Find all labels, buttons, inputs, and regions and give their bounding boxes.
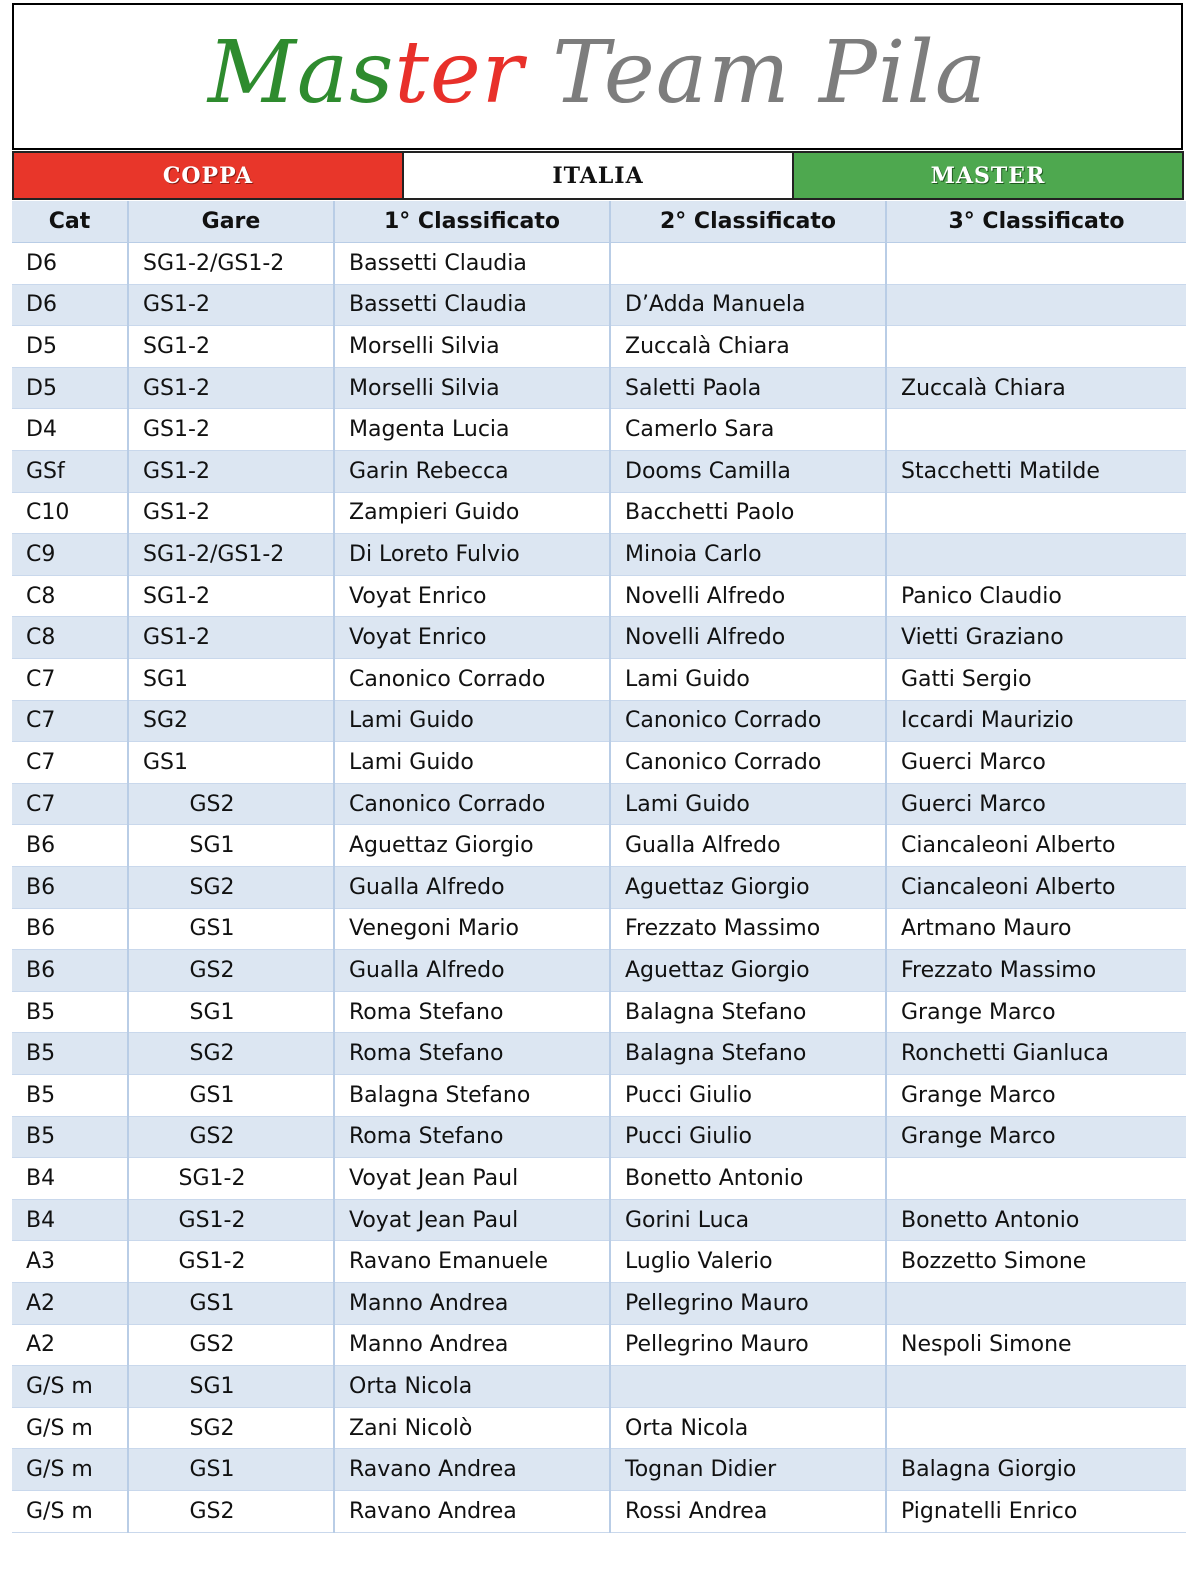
cell-third	[886, 284, 1186, 326]
cell-cat: B6	[12, 825, 128, 867]
cell-cat: C8	[12, 617, 128, 659]
tricolor-banner	[12, 151, 1184, 200]
cell-gare: SG2	[128, 700, 334, 742]
table-row	[12, 534, 1186, 576]
cell-second: Camerlo Sara	[610, 409, 886, 451]
cell-first: Magenta Lucia	[334, 409, 610, 451]
cell-gare: GS1-2	[128, 284, 334, 326]
cell-second: Tognan Didier	[610, 1449, 886, 1491]
cell-cat: G/S m	[12, 1490, 128, 1532]
table-row	[12, 1241, 1186, 1283]
cell-first: Di Loreto Fulvio	[334, 534, 610, 576]
cell-second	[610, 243, 886, 285]
table-body	[12, 243, 1186, 1532]
cell-cat: A2	[12, 1282, 128, 1324]
cell-second: Minoia Carlo	[610, 534, 886, 576]
cell-second: Aguettaz Giorgio	[610, 867, 886, 909]
table-row	[12, 700, 1186, 742]
cell-third: Ronchetti Gianluca	[886, 1033, 1186, 1075]
cell-third: Zuccalà Chiara	[886, 367, 1186, 409]
banner-coppa: COPPA	[12, 151, 404, 200]
cell-gare: GS1	[128, 1449, 334, 1491]
table-row	[12, 243, 1186, 285]
table-row	[12, 825, 1186, 867]
results-table	[12, 201, 1186, 1533]
cell-cat: B6	[12, 908, 128, 950]
cell-third	[886, 326, 1186, 368]
cell-cat: C9	[12, 534, 128, 576]
cell-first: Orta Nicola	[334, 1366, 610, 1408]
title-part-gray: Team Pila	[552, 22, 988, 123]
cell-first: Gualla Alfredo	[334, 867, 610, 909]
cell-gare: GS2	[128, 950, 334, 992]
cell-second: Lami Guido	[610, 783, 886, 825]
title-part-green: Mas	[207, 22, 395, 123]
cell-third: Guerci Marco	[886, 783, 1186, 825]
cell-second: Lami Guido	[610, 659, 886, 701]
table-row	[12, 1199, 1186, 1241]
header-cat: Cat	[12, 201, 128, 243]
cell-gare: SG2	[128, 1033, 334, 1075]
cell-third	[886, 409, 1186, 451]
cell-cat: B5	[12, 1116, 128, 1158]
cell-first: Zani Nicolò	[334, 1407, 610, 1449]
cell-cat: B5	[12, 991, 128, 1033]
cell-cat: C7	[12, 742, 128, 784]
header-gare: Gare	[128, 201, 334, 243]
cell-third: Bozzetto Simone	[886, 1241, 1186, 1283]
cell-cat: C7	[12, 783, 128, 825]
cell-first: Lami Guido	[334, 700, 610, 742]
cell-second: Zuccalà Chiara	[610, 326, 886, 368]
cell-gare: SG1-2	[128, 326, 334, 368]
cell-third	[886, 1366, 1186, 1408]
page-title	[207, 22, 988, 123]
cell-gare: GS1	[128, 742, 334, 784]
cell-second: Pellegrino Mauro	[610, 1324, 886, 1366]
cell-gare: GS1-2	[128, 617, 334, 659]
table-row	[12, 742, 1186, 784]
cell-first: Morselli Silvia	[334, 367, 610, 409]
cell-gare: GS1	[128, 1282, 334, 1324]
cell-cat: B5	[12, 1074, 128, 1116]
cell-second: Frezzato Massimo	[610, 908, 886, 950]
cell-gare: SG1-2	[128, 575, 334, 617]
cell-second: Canonico Corrado	[610, 700, 886, 742]
cell-third: Stacchetti Matilde	[886, 451, 1186, 493]
cell-second: Balagna Stefano	[610, 991, 886, 1033]
cell-gare: GS1-2	[128, 492, 334, 534]
table-row	[12, 492, 1186, 534]
cell-first: Lami Guido	[334, 742, 610, 784]
cell-cat: D4	[12, 409, 128, 451]
cell-third: Nespoli Simone	[886, 1324, 1186, 1366]
cell-cat: D5	[12, 367, 128, 409]
table-header-row	[12, 201, 1186, 243]
cell-cat: G/S m	[12, 1407, 128, 1449]
cell-cat: B6	[12, 950, 128, 992]
cell-cat: B5	[12, 1033, 128, 1075]
cell-first: Roma Stefano	[334, 1116, 610, 1158]
cell-first: Voyat Jean Paul	[334, 1199, 610, 1241]
cell-cat: GSf	[12, 451, 128, 493]
cell-cat: B6	[12, 867, 128, 909]
cell-first: Bassetti Claudia	[334, 243, 610, 285]
cell-first: Manno Andrea	[334, 1324, 610, 1366]
cell-first: Venegoni Mario	[334, 908, 610, 950]
cell-cat: G/S m	[12, 1449, 128, 1491]
cell-first: Roma Stefano	[334, 1033, 610, 1075]
cell-cat: D6	[12, 243, 128, 285]
cell-gare: GS1	[128, 1074, 334, 1116]
table-row	[12, 1282, 1186, 1324]
header-third: 3° Classificato	[886, 201, 1186, 243]
cell-gare: GS1-2	[128, 367, 334, 409]
table-row	[12, 1366, 1186, 1408]
cell-third	[886, 1282, 1186, 1324]
cell-cat: C7	[12, 659, 128, 701]
banner-master: MASTER	[792, 151, 1184, 200]
cell-third	[886, 243, 1186, 285]
cell-third: Ciancaleoni Alberto	[886, 867, 1186, 909]
cell-first: Ravano Andrea	[334, 1490, 610, 1532]
header-first: 1° Classificato	[334, 201, 610, 243]
cell-third: Guerci Marco	[886, 742, 1186, 784]
cell-second: Novelli Alfredo	[610, 575, 886, 617]
cell-first: Voyat Enrico	[334, 617, 610, 659]
table-row	[12, 1116, 1186, 1158]
cell-third: Grange Marco	[886, 991, 1186, 1033]
cell-second: Luglio Valerio	[610, 1241, 886, 1283]
cell-cat: A2	[12, 1324, 128, 1366]
cell-first: Garin Rebecca	[334, 451, 610, 493]
cell-third: Bonetto Antonio	[886, 1199, 1186, 1241]
cell-gare: SG1-2	[128, 1158, 334, 1200]
cell-second: Orta Nicola	[610, 1407, 886, 1449]
table-row	[12, 575, 1186, 617]
cell-first: Voyat Enrico	[334, 575, 610, 617]
cell-first: Manno Andrea	[334, 1282, 610, 1324]
table-row	[12, 867, 1186, 909]
cell-gare: GS1-2	[128, 1241, 334, 1283]
cell-second: Balagna Stefano	[610, 1033, 886, 1075]
cell-third	[886, 492, 1186, 534]
cell-third: Frezzato Massimo	[886, 950, 1186, 992]
cell-gare: GS1-2	[128, 1199, 334, 1241]
cell-gare: GS2	[128, 1324, 334, 1366]
table-row	[12, 1324, 1186, 1366]
cell-cat: A3	[12, 1241, 128, 1283]
cell-gare: SG1	[128, 825, 334, 867]
cell-gare: GS2	[128, 783, 334, 825]
cell-second: Aguettaz Giorgio	[610, 950, 886, 992]
cell-third: Ciancaleoni Alberto	[886, 825, 1186, 867]
cell-third: Pignatelli Enrico	[886, 1490, 1186, 1532]
cell-first: Voyat Jean Paul	[334, 1158, 610, 1200]
cell-cat: G/S m	[12, 1366, 128, 1408]
cell-second: Bonetto Antonio	[610, 1158, 886, 1200]
cell-cat: C8	[12, 575, 128, 617]
cell-gare: SG2	[128, 1407, 334, 1449]
cell-third: Artmano Mauro	[886, 908, 1186, 950]
cell-first: Roma Stefano	[334, 991, 610, 1033]
table-row	[12, 617, 1186, 659]
table-row	[12, 367, 1186, 409]
cell-gare: SG1-2/GS1-2	[128, 243, 334, 285]
cell-second: Bacchetti Paolo	[610, 492, 886, 534]
cell-third: Balagna Giorgio	[886, 1449, 1186, 1491]
cell-second: Gualla Alfredo	[610, 825, 886, 867]
cell-cat: B4	[12, 1158, 128, 1200]
table-row	[12, 1449, 1186, 1491]
cell-cat: C7	[12, 700, 128, 742]
cell-first: Balagna Stefano	[334, 1074, 610, 1116]
cell-second: Rossi Andrea	[610, 1490, 886, 1532]
title-part-red: ter	[394, 22, 524, 123]
cell-second: Gorini Luca	[610, 1199, 886, 1241]
header-second: 2° Classificato	[610, 201, 886, 243]
cell-third: Iccardi Maurizio	[886, 700, 1186, 742]
cell-second: D’Adda Manuela	[610, 284, 886, 326]
cell-cat: B4	[12, 1199, 128, 1241]
cell-second: Pucci Giulio	[610, 1116, 886, 1158]
table-row	[12, 451, 1186, 493]
table-row	[12, 908, 1186, 950]
cell-gare: SG1	[128, 1366, 334, 1408]
cell-third	[886, 534, 1186, 576]
cell-first: Zampieri Guido	[334, 492, 610, 534]
cell-first: Canonico Corrado	[334, 659, 610, 701]
cell-gare: SG1	[128, 659, 334, 701]
cell-gare: GS1-2	[128, 451, 334, 493]
table-row	[12, 1074, 1186, 1116]
cell-gare: SG1	[128, 991, 334, 1033]
cell-second	[610, 1366, 886, 1408]
cell-third	[886, 1407, 1186, 1449]
table-row	[12, 783, 1186, 825]
cell-gare: GS2	[128, 1116, 334, 1158]
cell-third: Vietti Graziano	[886, 617, 1186, 659]
cell-first: Ravano Emanuele	[334, 1241, 610, 1283]
cell-first: Canonico Corrado	[334, 783, 610, 825]
title-box	[12, 3, 1183, 150]
table-row	[12, 1407, 1186, 1449]
cell-third: Grange Marco	[886, 1074, 1186, 1116]
cell-second: Pucci Giulio	[610, 1074, 886, 1116]
cell-first: Aguettaz Giorgio	[334, 825, 610, 867]
cell-second: Canonico Corrado	[610, 742, 886, 784]
cell-gare: GS1	[128, 908, 334, 950]
banner-italia: ITALIA	[404, 151, 792, 200]
cell-cat: D5	[12, 326, 128, 368]
table-row	[12, 1158, 1186, 1200]
cell-gare: GS1-2	[128, 409, 334, 451]
table-row	[12, 950, 1186, 992]
cell-gare: GS2	[128, 1490, 334, 1532]
table-row	[12, 326, 1186, 368]
cell-gare: SG2	[128, 867, 334, 909]
cell-first: Ravano Andrea	[334, 1449, 610, 1491]
cell-first: Gualla Alfredo	[334, 950, 610, 992]
cell-third	[886, 1158, 1186, 1200]
table-row	[12, 409, 1186, 451]
table-row	[12, 1033, 1186, 1075]
cell-gare: SG1-2/GS1-2	[128, 534, 334, 576]
table-row	[12, 1490, 1186, 1532]
cell-second: Dooms Camilla	[610, 451, 886, 493]
table-row	[12, 991, 1186, 1033]
cell-second: Saletti Paola	[610, 367, 886, 409]
cell-cat: D6	[12, 284, 128, 326]
cell-third: Grange Marco	[886, 1116, 1186, 1158]
table-row	[12, 284, 1186, 326]
cell-first: Morselli Silvia	[334, 326, 610, 368]
cell-second: Novelli Alfredo	[610, 617, 886, 659]
cell-cat: C10	[12, 492, 128, 534]
cell-third: Gatti Sergio	[886, 659, 1186, 701]
table-row	[12, 659, 1186, 701]
cell-third: Panico Claudio	[886, 575, 1186, 617]
cell-second: Pellegrino Mauro	[610, 1282, 886, 1324]
cell-first: Bassetti Claudia	[334, 284, 610, 326]
